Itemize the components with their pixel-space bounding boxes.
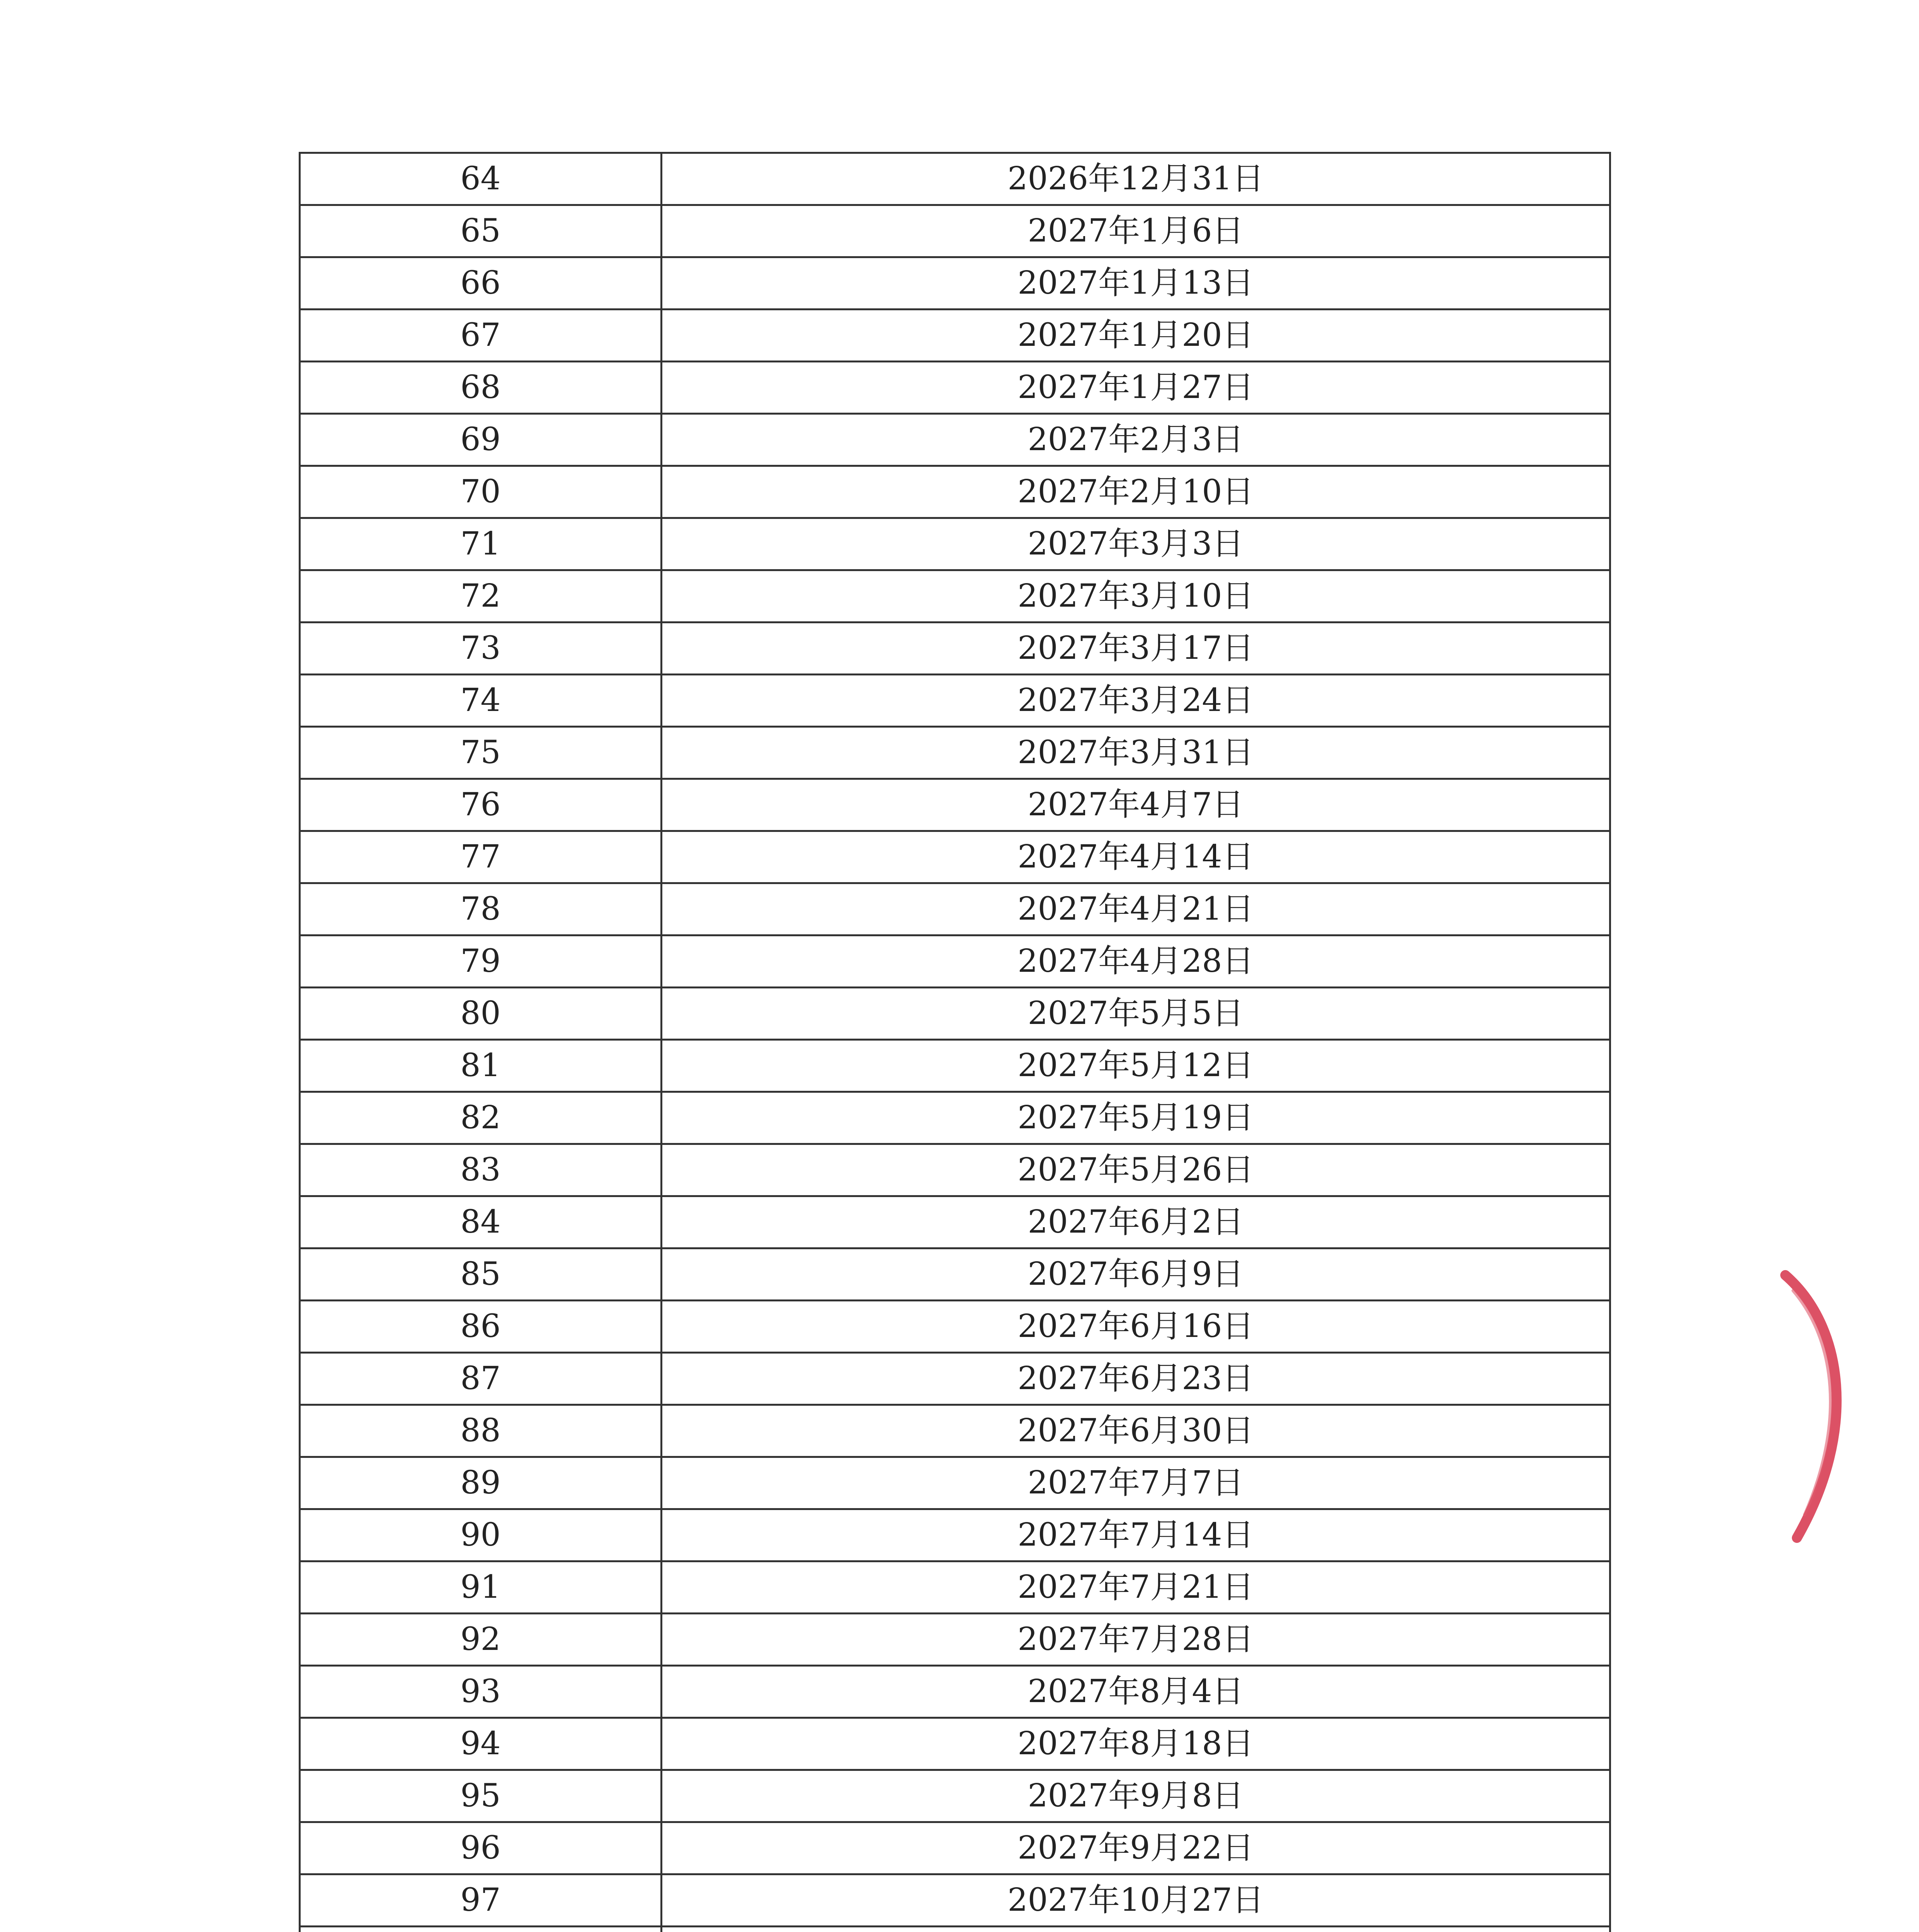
schedule-table-body	[300, 153, 1610, 1932]
table-row	[300, 1248, 1610, 1301]
table-row	[300, 1509, 1610, 1561]
date-cell: 2027年3月10日	[662, 570, 1610, 622]
red-seal-stamp-fragment	[1770, 1267, 1863, 1546]
table-row	[300, 1718, 1610, 1770]
date-cell: 2027年3月3日	[662, 518, 1610, 570]
row-number-cell: 74	[300, 675, 662, 727]
row-number-cell: 76	[300, 779, 662, 831]
date-cell: 2027年7月14日	[662, 1509, 1610, 1561]
table-row	[300, 362, 1610, 414]
date-cell: 2027年4月28日	[662, 935, 1610, 988]
table-row	[300, 1040, 1610, 1092]
table-row	[300, 518, 1610, 570]
table-row	[300, 1353, 1610, 1405]
table-row	[300, 1196, 1610, 1248]
date-cell: 2027年1月13日	[662, 257, 1610, 310]
table-row	[300, 570, 1610, 622]
table-row	[300, 1874, 1610, 1927]
row-number-cell: 97	[300, 1874, 662, 1927]
table-row	[300, 727, 1610, 779]
date-cell: 2027年4月21日	[662, 883, 1610, 935]
date-cell: 2027年6月30日	[662, 1405, 1610, 1457]
date-cell: 2027年8月18日	[662, 1718, 1610, 1770]
table-row	[300, 1614, 1610, 1666]
row-number-cell: 66	[300, 257, 662, 310]
date-cell: 2027年8月4日	[662, 1666, 1610, 1718]
date-cell: 2027年4月14日	[662, 831, 1610, 883]
row-number-cell: 88	[300, 1405, 662, 1457]
row-number-cell: 65	[300, 205, 662, 257]
date-cell: 2027年7月7日	[662, 1457, 1610, 1509]
date-cell: 2027年1月20日	[662, 310, 1610, 362]
row-number-cell: 80	[300, 988, 662, 1040]
table-row	[300, 1927, 1610, 1932]
table-row	[300, 831, 1610, 883]
table-row	[300, 988, 1610, 1040]
table-row	[300, 205, 1610, 257]
row-number-cell	[300, 1927, 662, 1932]
date-cell: 2027年6月16日	[662, 1301, 1610, 1353]
row-number-cell: 92	[300, 1614, 662, 1666]
row-number-cell: 90	[300, 1509, 662, 1561]
table-row	[300, 1666, 1610, 1718]
row-number-cell: 95	[300, 1770, 662, 1822]
row-number-cell: 69	[300, 414, 662, 466]
table-row	[300, 1144, 1610, 1196]
date-cell: 2027年1月27日	[662, 362, 1610, 414]
row-number-cell: 84	[300, 1196, 662, 1248]
row-number-cell: 86	[300, 1301, 662, 1353]
date-cell: 2027年7月28日	[662, 1614, 1610, 1666]
row-number-cell: 85	[300, 1248, 662, 1301]
row-number-cell: 93	[300, 1666, 662, 1718]
row-number-cell: 78	[300, 883, 662, 935]
table-row	[300, 310, 1610, 362]
date-cell: 2027年2月3日	[662, 414, 1610, 466]
row-number-cell: 89	[300, 1457, 662, 1509]
row-number-cell: 68	[300, 362, 662, 414]
row-number-cell: 83	[300, 1144, 662, 1196]
row-number-cell: 77	[300, 831, 662, 883]
date-cell: 2027年10月27日	[662, 1874, 1610, 1927]
date-cell: 2027年1月6日	[662, 205, 1610, 257]
table-row	[300, 883, 1610, 935]
table-row	[300, 466, 1610, 518]
date-cell: 2027年3月31日	[662, 727, 1610, 779]
row-number-cell: 67	[300, 310, 662, 362]
date-cell: 2027年5月12日	[662, 1040, 1610, 1092]
row-number-cell: 91	[300, 1561, 662, 1614]
table-row	[300, 1405, 1610, 1457]
schedule-table	[299, 152, 1611, 1932]
table-row	[300, 1457, 1610, 1509]
date-cell: 2027年5月5日	[662, 988, 1610, 1040]
date-cell: 2027年3月24日	[662, 675, 1610, 727]
table-row	[300, 675, 1610, 727]
table-row	[300, 779, 1610, 831]
row-number-cell: 96	[300, 1822, 662, 1874]
date-cell: 2027年9月8日	[662, 1770, 1610, 1822]
date-cell: 2027年4月7日	[662, 779, 1610, 831]
table-row	[300, 1561, 1610, 1614]
row-number-cell: 71	[300, 518, 662, 570]
table-row	[300, 622, 1610, 675]
table-row	[300, 153, 1610, 205]
row-number-cell: 64	[300, 153, 662, 205]
table-row	[300, 935, 1610, 988]
date-cell: 2027年9月22日	[662, 1822, 1610, 1874]
date-cell: 2027年7月21日	[662, 1561, 1610, 1614]
date-cell: 2027年6月23日	[662, 1353, 1610, 1405]
row-number-cell: 75	[300, 727, 662, 779]
date-cell: 2027年2月10日	[662, 466, 1610, 518]
date-cell: 2027年3月17日	[662, 622, 1610, 675]
date-cell: 2027年6月9日	[662, 1248, 1610, 1301]
date-cell: 2027年5月26日	[662, 1144, 1610, 1196]
table-row	[300, 414, 1610, 466]
date-cell: 2027年5月19日	[662, 1092, 1610, 1144]
table-row	[300, 257, 1610, 310]
date-cell: 2026年12月31日	[662, 153, 1610, 205]
date-cell	[662, 1927, 1610, 1932]
table-row	[300, 1770, 1610, 1822]
table-row	[300, 1301, 1610, 1353]
row-number-cell: 87	[300, 1353, 662, 1405]
row-number-cell: 81	[300, 1040, 662, 1092]
table-row	[300, 1822, 1610, 1874]
table-row	[300, 1092, 1610, 1144]
row-number-cell: 94	[300, 1718, 662, 1770]
row-number-cell: 73	[300, 622, 662, 675]
row-number-cell: 70	[300, 466, 662, 518]
row-number-cell: 72	[300, 570, 662, 622]
row-number-cell: 82	[300, 1092, 662, 1144]
row-number-cell: 79	[300, 935, 662, 988]
date-cell: 2027年6月2日	[662, 1196, 1610, 1248]
